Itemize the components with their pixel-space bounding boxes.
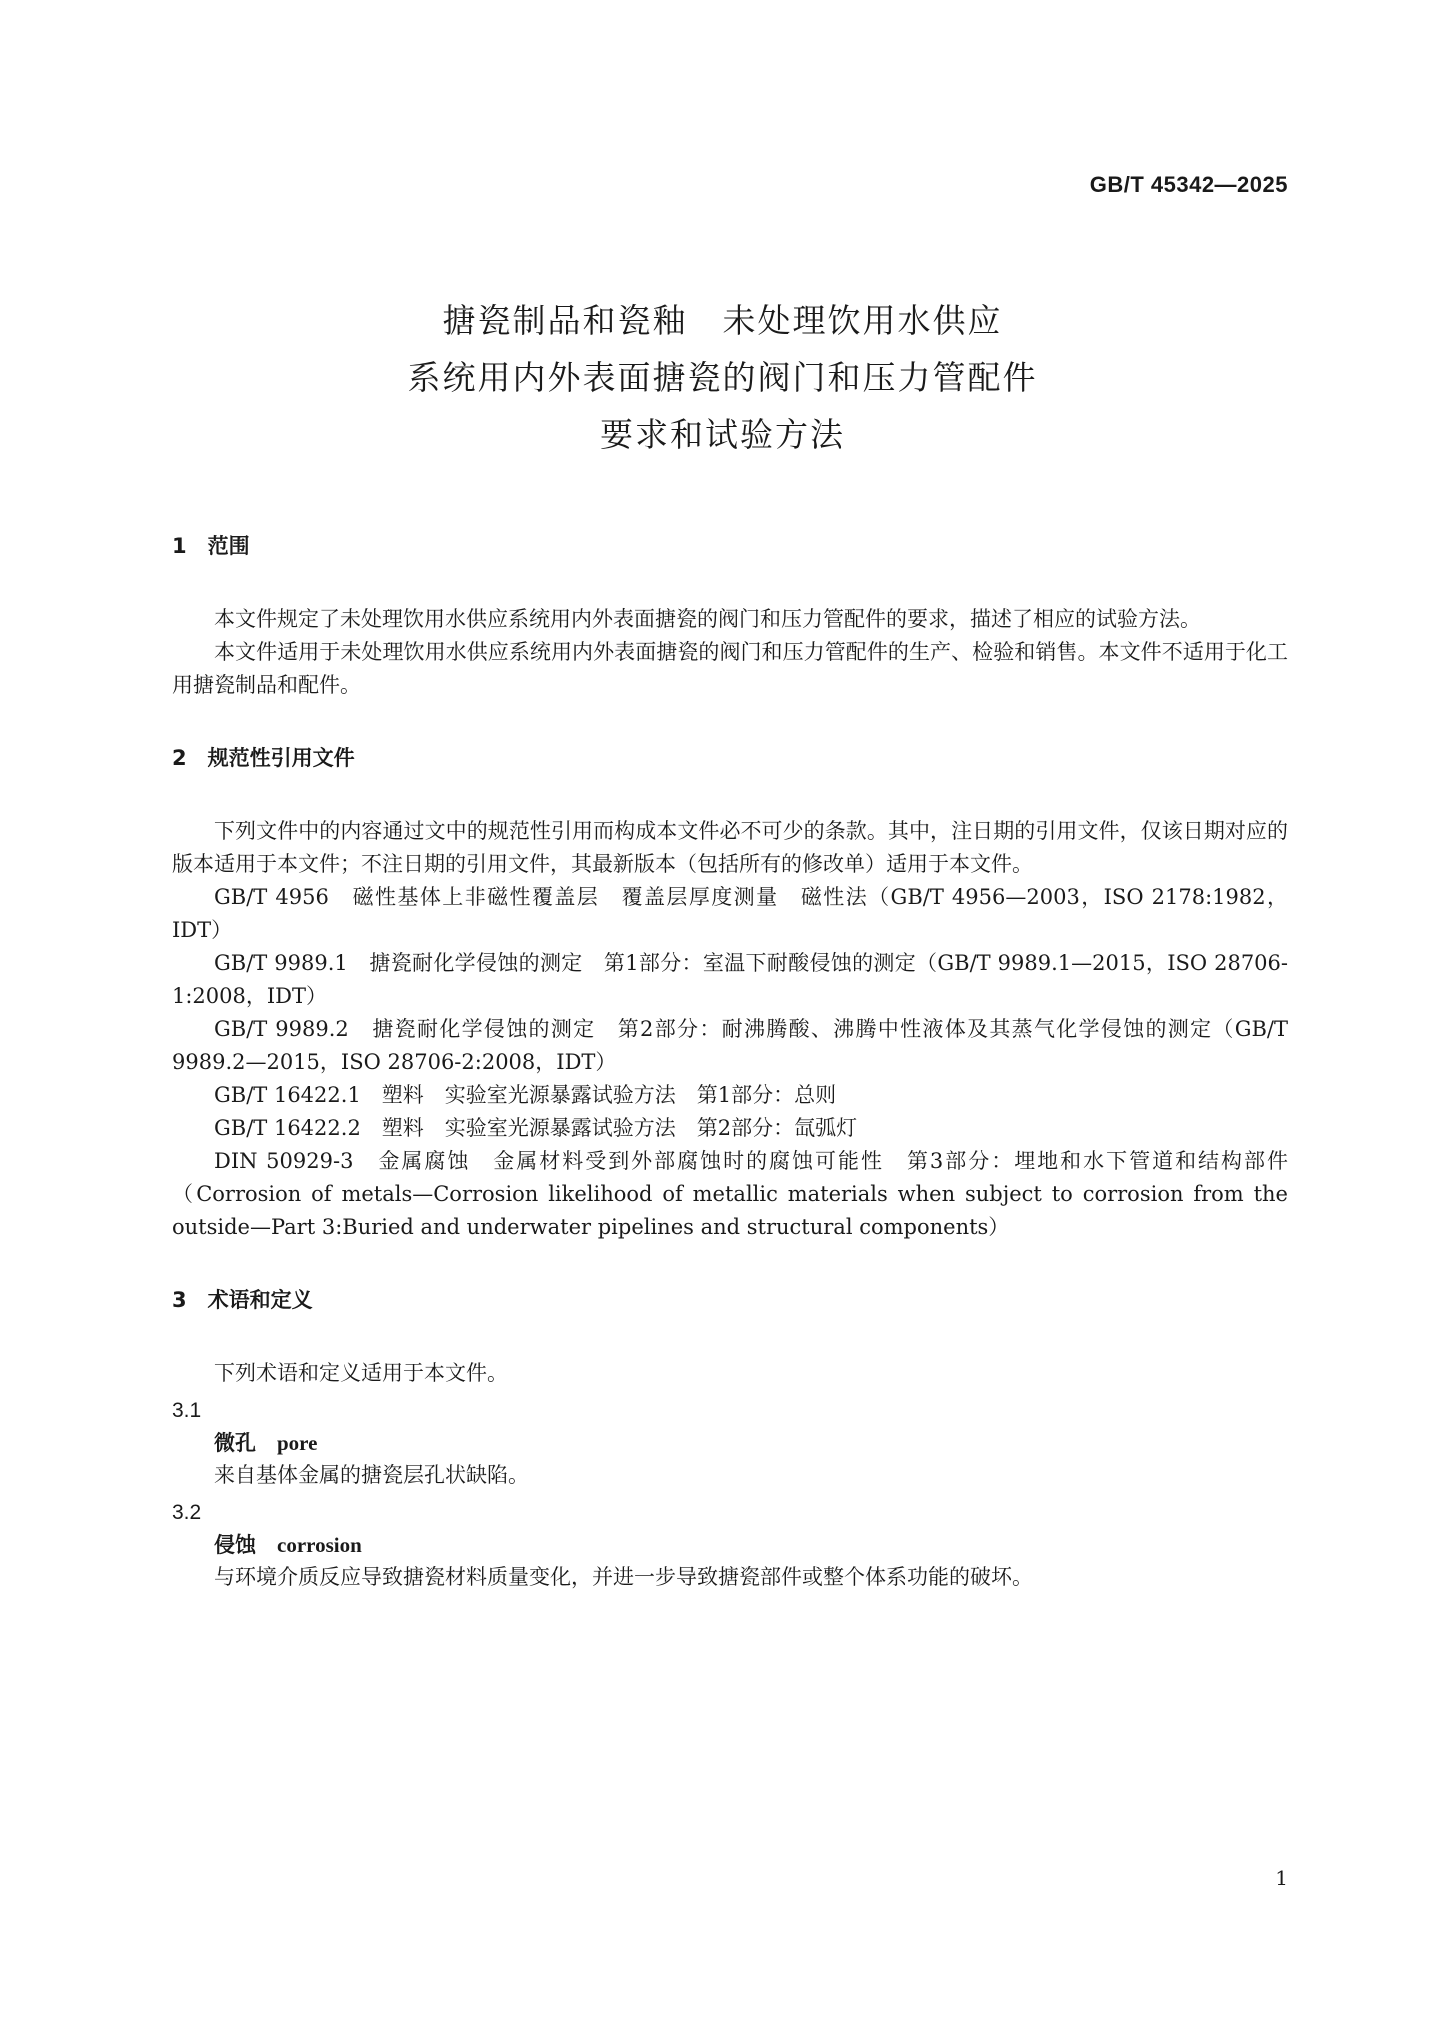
standard-code: GB/T 45342—2025 — [1089, 172, 1288, 197]
terms-intro: 下列术语和定义适用于本文件。 — [214, 1361, 508, 1385]
reference-item: GB/T 9989.2 搪瓷耐化学侵蚀的测定 第2部分：耐沸腾酸、沸腾中性液体及其蒸气化学侵蚀的测定（GB/T 9989.2—2015，ISO 28706-2:2008，IDT） — [172, 1017, 1295, 1074]
term-heading — [172, 1528, 1288, 1561]
scope-paragraph-2: 本文件适用于未处理饮用水供应系统用内外表面搪瓷的阀门和压力管配件的生产、检验和销售。本文件不适用于化工用搪瓷制品和配件。 — [172, 640, 1288, 697]
section-heading-normative-references: 2 规范性引用文件 — [172, 746, 355, 770]
document-title — [0, 292, 1445, 463]
references-intro: 下列文件中的内容通过文中的规范性引用而构成本文件必不可少的条款。其中，注日期的引用文件，仅该日期对应的版本适用于本文件；不注日期的引用文件，其最新版本（包括所有的修改单）适用于本文件。 — [172, 819, 1288, 876]
title-line-2: 系统用内外表面搪瓷的阀门和压力管配件 — [407, 358, 1038, 397]
title-line-1: 搪瓷制品和瓷釉 未处理饮用水供应 — [442, 301, 1003, 340]
term-zh: 侵蚀 — [214, 1532, 256, 1557]
term-en: pore — [277, 1431, 318, 1455]
document-body — [172, 530, 1295, 1594]
term-definition: 来自基体金属的搪瓷层孔状缺陷。 — [214, 1463, 529, 1487]
reference-item: DIN 50929-3 金属腐蚀 金属材料受到外部腐蚀时的腐蚀可能性 第3部分：埋地和水下管道和结构部件（Corrosion of metals—Corrosion likelihood of metallic materials when subject to corrosion from the outside—Part 3:Buried and underwater pipelines and structural components） — [172, 1149, 1295, 1239]
section-heading-scope: 1 范围 — [172, 534, 250, 558]
reference-item: GB/T 16422.2 塑料 实验室光源暴露试验方法 第2部分：氙弧灯 — [214, 1116, 858, 1140]
title-line-3: 要求和试验方法 — [600, 415, 845, 454]
term-number: 3.2 — [172, 1501, 202, 1524]
term-definition: 与环境介质反应导致搪瓷材料质量变化，并进一步导致搪瓷部件或整个体系功能的破坏。 — [214, 1565, 1033, 1589]
term-number: 3.1 — [172, 1399, 202, 1422]
scope-paragraph-1: 本文件规定了未处理饮用水供应系统用内外表面搪瓷的阀门和压力管配件的要求，描述了相应的试验方法。 — [214, 607, 1201, 631]
term-en: corrosion — [277, 1533, 362, 1557]
reference-item: GB/T 4956 磁性基体上非磁性覆盖层 覆盖层厚度测量 磁性法（GB/T 4956—2003，ISO 2178:1982，IDT） — [172, 885, 1288, 942]
reference-item: GB/T 9989.1 搪瓷耐化学侵蚀的测定 第1部分：室温下耐酸侵蚀的测定（GB/T 9989.1—2015，ISO 28706-1:2008，IDT） — [172, 951, 1288, 1008]
page-number: 1 — [1275, 1866, 1288, 1890]
reference-item: GB/T 16422.1 塑料 实验室光源暴露试验方法 第1部分：总则 — [214, 1083, 837, 1107]
term-heading — [172, 1426, 1288, 1459]
term-zh: 微孔 — [214, 1430, 256, 1455]
section-heading-terms-and-definitions: 3 术语和定义 — [172, 1288, 313, 1312]
